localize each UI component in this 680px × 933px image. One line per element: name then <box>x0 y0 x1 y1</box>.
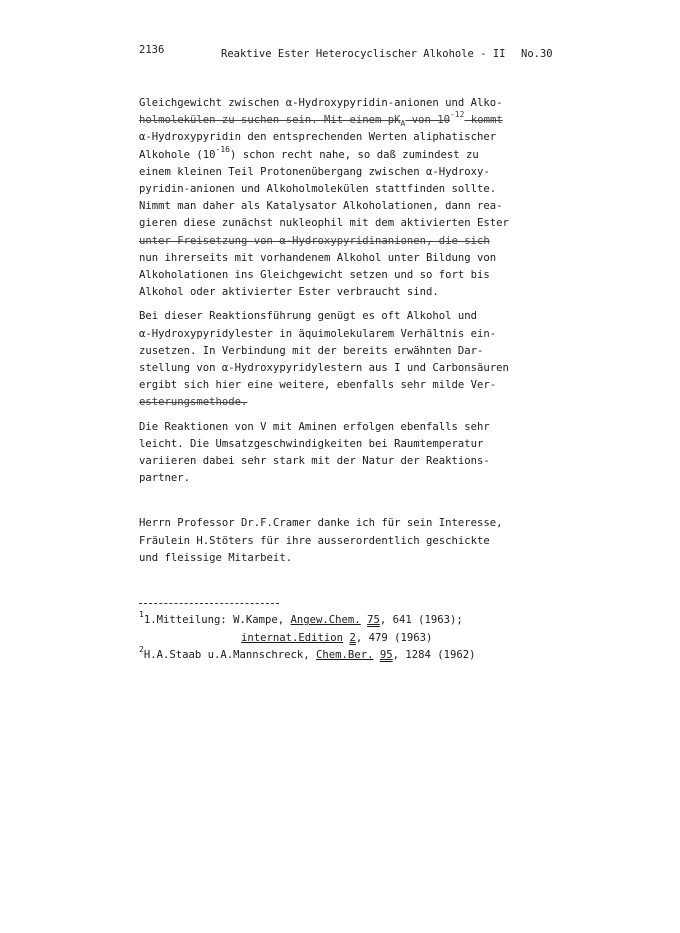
acknowledgement <box>139 515 559 567</box>
text-line: holmolekülen zu suchen sein. Mit einem $pK_A$ von $10^{-12}$ kommt <box>139 110 503 129</box>
text-line: Fräulein H.Stöters für ihre ausserordentlich geschickte <box>139 534 490 547</box>
text-line: Alkohole $(10^{-16})$ schon recht nahe, so daß zumindest zu <box>139 144 479 161</box>
text-line: α-Hydroxypyridylester in äquimolekularem Verhältnis ein- <box>139 327 497 340</box>
text-line: Gleichgewicht zwischen α-Hydroxypyridin-anionen und Alko- <box>139 97 503 109</box>
volume-ref: 75 <box>367 614 380 626</box>
text-line: pyridin-anionen und Alkoholmolekülen stattfinden sollte. <box>139 183 497 196</box>
text-line: esterungsmethode. <box>139 396 248 409</box>
text-line: Nimmt man daher als Katalysator Alkoholationen, dann rea- <box>139 200 503 213</box>
text-line: ergibt sich hier eine weitere, ebenfalls sehr milde Ver- <box>139 379 497 392</box>
body-text <box>139 95 559 567</box>
text-line: Alkohol oder aktivierter Ester verbraucht sind. <box>139 286 439 299</box>
text-line: Die Reaktionen von V mit Aminen erfolgen ebenfalls sehr <box>139 420 490 433</box>
text-line: partner. <box>139 472 191 485</box>
volume-ref: 2 <box>349 631 356 644</box>
issue-number: No.30 <box>521 48 553 60</box>
text-line: Bei dieser Reaktionsführung genügt es oft Alkohol und <box>139 310 478 323</box>
paragraph-3 <box>139 419 559 488</box>
text-line: und fleissige Mitarbeit. <box>139 551 293 564</box>
paragraph-1 <box>139 95 559 301</box>
text-line: Alkoholationen ins Gleichgewicht setzen und so fort bis <box>139 269 490 282</box>
text-line: stellung von α-Hydroxypyridylestern aus I und Carbonsäuren <box>139 362 509 375</box>
text-line: α-Hydroxypyridin den entsprechenden Werten aliphatischer <box>139 131 497 144</box>
page-number: 2136 <box>139 44 165 56</box>
text-line: leicht. Die Umsatzgeschwindigkeiten bei Raumtemperatur <box>139 437 484 450</box>
text-line: gieren diese zunächst nukleophil mit dem aktivierten Ester <box>139 217 509 230</box>
journal-ref: Angew.Chem. <box>290 614 361 626</box>
paragraph-2 <box>139 308 559 411</box>
footnote-1: $^1$1.Mitteilung: W.Kampe, Angew.Chem. 75, 641 (1963); <box>139 610 463 626</box>
journal-ref: Chem.Ber. <box>316 649 374 661</box>
running-title: Reaktive Ester Heterocyclischer Alkohole - II <box>221 48 506 60</box>
footnote-1-continuation: internat.Edition 2, 479 (1963) <box>241 631 433 644</box>
footnote-rule <box>139 603 279 604</box>
text-line: einem kleinen Teil Protonenübergang zwischen α-Hydroxy- <box>139 165 490 178</box>
footnotes <box>139 612 559 665</box>
volume-ref: 95 <box>379 649 393 661</box>
text-line: zusetzen. In Verbindung mit der bereits erwähnten Dar- <box>139 344 484 357</box>
journal-ref: internat.Edition <box>241 631 344 644</box>
text-line: Herrn Professor Dr.F.Cramer danke ich für sein Interesse, <box>139 517 503 530</box>
text-line: unter Freisetzung von α-Hydroxypyridinanionen, die sich <box>139 234 490 247</box>
footnote-2: $^2$H.A.Staab u.A.Mannschreck, Chem.Ber. 95, 1284 (1962) <box>139 645 476 661</box>
text-line: variieren dabei sehr stark mit der Natur der Reaktions- <box>139 455 490 468</box>
text-line: nun ihrerseits mit vorhandenem Alkohol unter Bildung von <box>139 251 497 264</box>
